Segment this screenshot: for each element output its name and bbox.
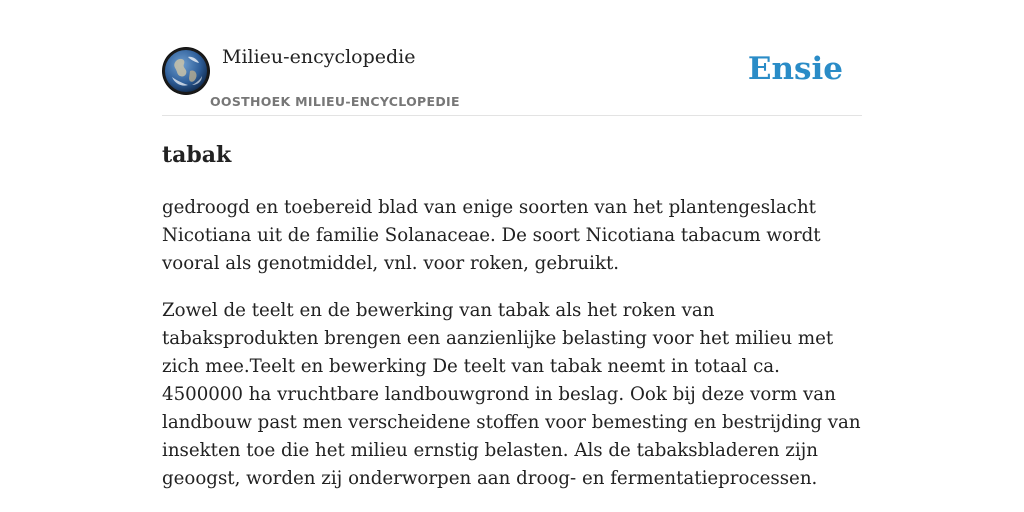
source-subtitle[interactable]: OOSTHOEK MILIEU-ENCYCLOPEDIE (210, 94, 460, 109)
article-paragraph: gedroogd en toebereid blad van enige soorten van het plantengeslacht Nicotiana uit de familie Solanaceae. De soort Nicotiana tabacum wordt vooral als genotmiddel, vnl. voor roken, gebruikt. (162, 197, 821, 274)
earth-globe-icon[interactable] (162, 47, 210, 95)
article-term: tabak (162, 142, 232, 168)
article-paragraph: Zowel de teelt en de bewerking van tabak als het roken van tabaksprodukten brengen een aanzienlijke belasting voor het milieu met zich mee.Teelt en bewerking De teelt van tabak neemt in totaal ca. 4500000 ha vruchtbare landbouwgrond in beslag. Ook bij deze vorm van landbouw past men verscheidene stoffen voor bemesting en bestrijding van insekten toe die het milieu ernstig belasten. Als de tabaksbladeren zijn geoogst, worden zij onderworpen aan droog- en fermentatieprocessen. (162, 300, 861, 489)
article-content (162, 140, 862, 512)
source-header (162, 0, 862, 116)
brand-logo[interactable]: Ensie (747, 51, 843, 87)
source-title[interactable]: Milieu-encyclopedie (222, 46, 416, 68)
